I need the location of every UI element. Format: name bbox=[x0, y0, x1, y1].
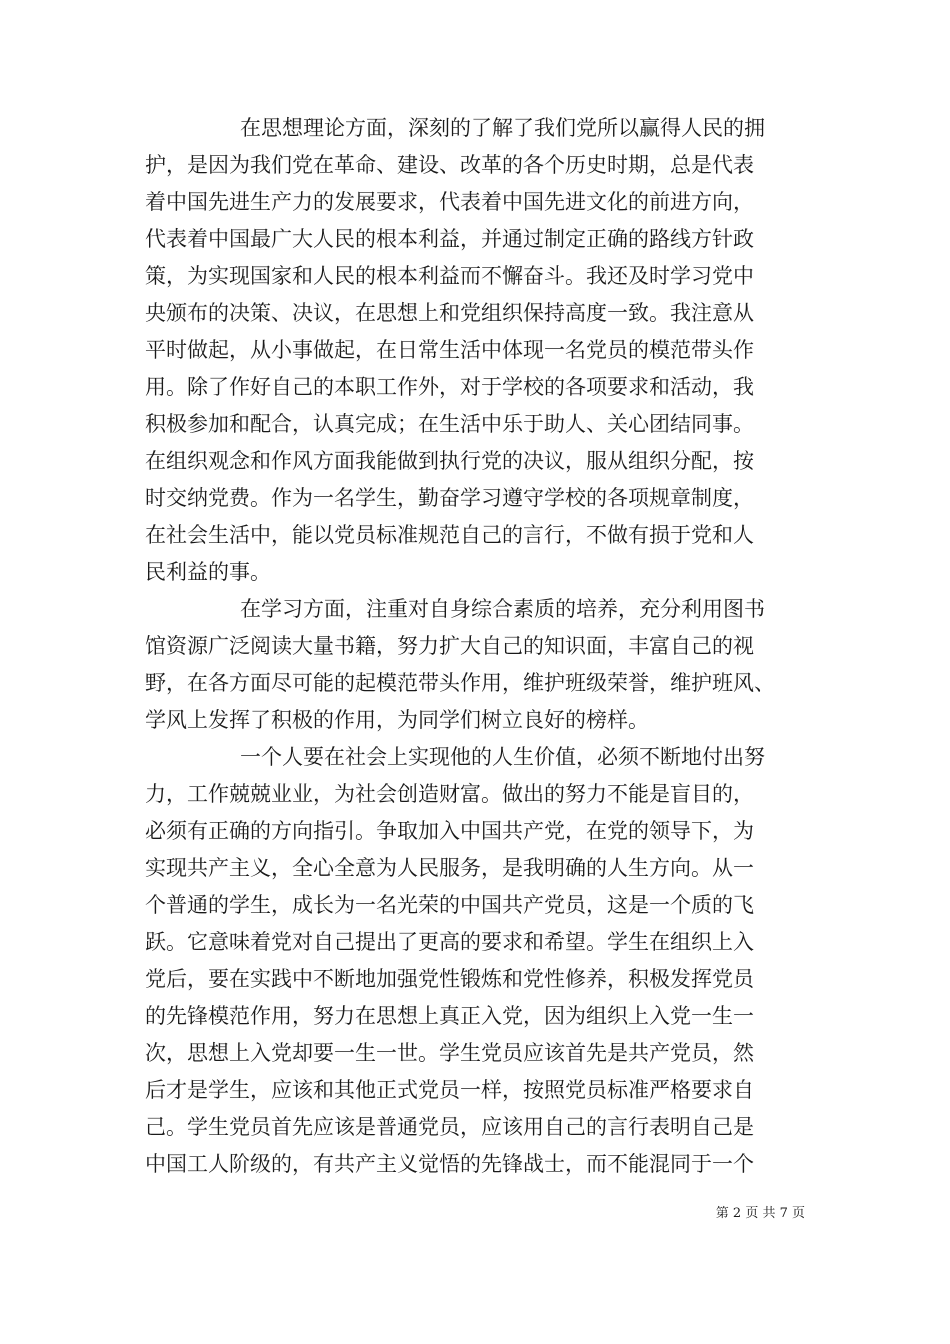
text-line: 的先锋模范作用，努力在思想上真正入党，因为组织上入党一生一 bbox=[145, 1004, 754, 1028]
paragraph-study bbox=[145, 591, 805, 739]
text-line: 学风上发挥了积极的作用，为同学们树立良好的榜样。 bbox=[145, 708, 649, 732]
text-line: 实现共产主义，全心全意为人民服务，是我明确的人生方向。从一 bbox=[145, 856, 754, 880]
text-line: 策，为实现国家和人民的根本利益而不懈奋斗。我还及时学习党中 bbox=[145, 264, 754, 288]
text-line: 护，是因为我们党在革命、建设、改革的各个历史时期，总是代表 bbox=[145, 153, 754, 177]
text-line: 后才是学生，应该和其他正式党员一样，按照党员标准严格要求自 bbox=[145, 1078, 754, 1102]
text-line: 央颁布的决策、决议，在思想上和党组织保持高度一致。我注意从 bbox=[145, 301, 754, 325]
text-line: 中国工人阶级的，有共产主义觉悟的先锋战士，而不能混同于一个 bbox=[145, 1152, 754, 1176]
text-line: 在学习方面，注重对自身综合素质的培养，充分利用图书 bbox=[240, 597, 765, 621]
text-line: 在组织观念和作风方面我能做到执行党的决议，服从组织分配，按 bbox=[145, 449, 754, 473]
text-line: 时交纳党费。作为一名学生，勤奋学习遵守学校的各项规章制度， bbox=[145, 486, 754, 510]
text-line: 民利益的事。 bbox=[145, 560, 271, 584]
text-line: 用。除了作好自己的本职工作外，对于学校的各项要求和活动，我 bbox=[145, 375, 754, 399]
text-line: 己。学生党员首先应该是普通党员，应该用自己的言行表明自己是 bbox=[145, 1115, 754, 1139]
text-line: 野，在各方面尽可能的起模范带头作用，维护班级荣誉，维护班风、 bbox=[145, 671, 775, 695]
text-line: 必须有正确的方向指引。争取加入中国共产党，在党的领导下，为 bbox=[145, 819, 754, 843]
text-line: 积极参加和配合，认真完成；在生活中乐于助人、关心团结同事。 bbox=[145, 412, 754, 436]
text-line: 次，思想上入党却要一生一世。学生党员应该首先是共产党员，然 bbox=[145, 1041, 754, 1065]
text-line: 在社会生活中，能以党员标准规范自己的言行，不做有损于党和人 bbox=[145, 523, 754, 547]
text-line: 个普通的学生，成长为一名光荣的中国共产党员，这是一个质的飞 bbox=[145, 893, 754, 917]
text-line: 平时做起，从小事做起，在日常生活中体现一名党员的模范带头作 bbox=[145, 338, 754, 362]
text-line: 党后，要在实践中不断地加强党性锻炼和党性修养，积极发挥党员 bbox=[145, 967, 754, 991]
document-body bbox=[145, 110, 805, 1183]
paragraph-ideology bbox=[145, 110, 805, 591]
text-line: 在思想理论方面，深刻的了解了我们党所以赢得人民的拥 bbox=[240, 116, 765, 140]
text-line: 跃。它意味着党对自己提出了更高的要求和希望。学生在组织上入 bbox=[145, 930, 754, 954]
text-line: 代表着中国最广大人民的根本利益，并通过制定正确的路线方针政 bbox=[145, 227, 754, 251]
text-line: 馆资源广泛阅读大量书籍，努力扩大自己的知识面，丰富自己的视 bbox=[145, 634, 754, 658]
text-line: 一个人要在社会上实现他的人生价值，必须不断地付出努 bbox=[240, 745, 765, 769]
text-line: 力，工作兢兢业业，为社会创造财富。做出的努力不能是盲目的， bbox=[145, 782, 754, 806]
paragraph-life-value bbox=[145, 739, 805, 1183]
page-number-footer: 第 2 页 共 7 页 bbox=[715, 1206, 805, 1221]
text-line: 着中国先进生产力的发展要求，代表着中国先进文化的前进方向， bbox=[145, 190, 754, 214]
